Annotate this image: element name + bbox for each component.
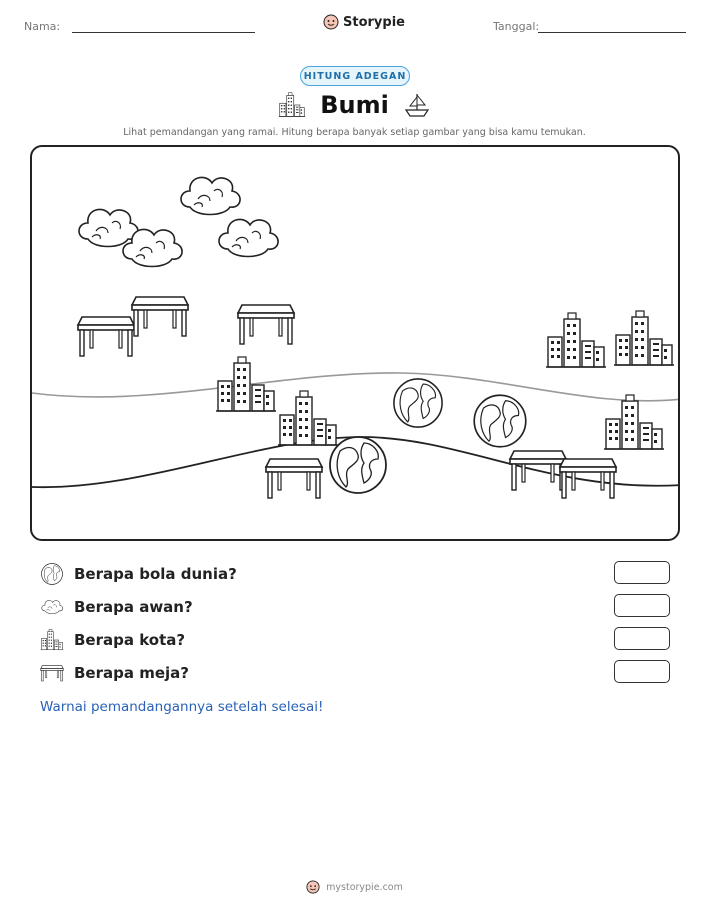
question-tables xyxy=(40,660,670,686)
city-4 xyxy=(614,311,674,365)
question-clouds xyxy=(40,594,670,620)
instructions: Lihat pemandangan yang ramai. Hitung berapa banyak setiap gambar yang bisa kamu temukan. xyxy=(123,127,586,138)
question-globes xyxy=(40,561,670,587)
cloud-3 xyxy=(181,177,240,214)
date-label: Tanggal: xyxy=(493,20,540,33)
table-icon xyxy=(40,661,64,685)
globe-2 xyxy=(474,395,526,447)
scene-illustration xyxy=(32,147,680,541)
globe-3 xyxy=(330,437,386,493)
globe-1 xyxy=(394,379,442,427)
city-2 xyxy=(278,391,338,445)
table-4 xyxy=(266,459,322,498)
question-text: Berapa bola dunia? xyxy=(74,565,237,583)
storypie-mascot-icon xyxy=(323,14,339,30)
date-field[interactable] xyxy=(538,32,686,33)
title-row xyxy=(0,91,709,119)
brand-name: Storypie xyxy=(343,14,405,30)
answer-box-globes[interactable] xyxy=(614,561,670,584)
name-label: Nama: xyxy=(24,20,61,33)
city-1 xyxy=(216,357,276,411)
question-cities xyxy=(40,627,670,653)
cloud-icon xyxy=(40,595,64,619)
name-field[interactable] xyxy=(72,32,255,33)
cloud-1 xyxy=(79,209,138,246)
answer-box-tables[interactable] xyxy=(614,660,670,683)
table-1 xyxy=(78,317,134,356)
footer-url[interactable]: mystorypie.com xyxy=(326,881,403,893)
question-text: Berapa awan? xyxy=(74,598,193,616)
question-text: Berapa kota? xyxy=(74,631,186,649)
globe-icon xyxy=(40,562,64,586)
page-title: Bumi xyxy=(320,91,389,119)
footer xyxy=(0,880,709,894)
ship-icon xyxy=(403,91,431,119)
scene-panel xyxy=(30,145,680,541)
city-5 xyxy=(604,395,664,449)
cloud-4 xyxy=(219,219,278,256)
coloring-note: Warnai pemandangannya setelah selesai! xyxy=(40,699,324,715)
table-6 xyxy=(560,459,616,498)
brand-logo xyxy=(323,14,405,30)
city-icon xyxy=(278,91,306,119)
city-icon xyxy=(40,628,64,652)
activity-badge: HITUNG ADEGAN xyxy=(300,66,410,86)
table-3 xyxy=(238,305,294,344)
city-3 xyxy=(546,313,606,367)
answer-box-clouds[interactable] xyxy=(614,594,670,617)
question-text: Berapa meja? xyxy=(74,664,189,682)
table-2 xyxy=(132,297,188,336)
storypie-mascot-icon xyxy=(306,880,320,894)
answer-box-cities[interactable] xyxy=(614,627,670,650)
hill-line-back xyxy=(32,373,680,401)
